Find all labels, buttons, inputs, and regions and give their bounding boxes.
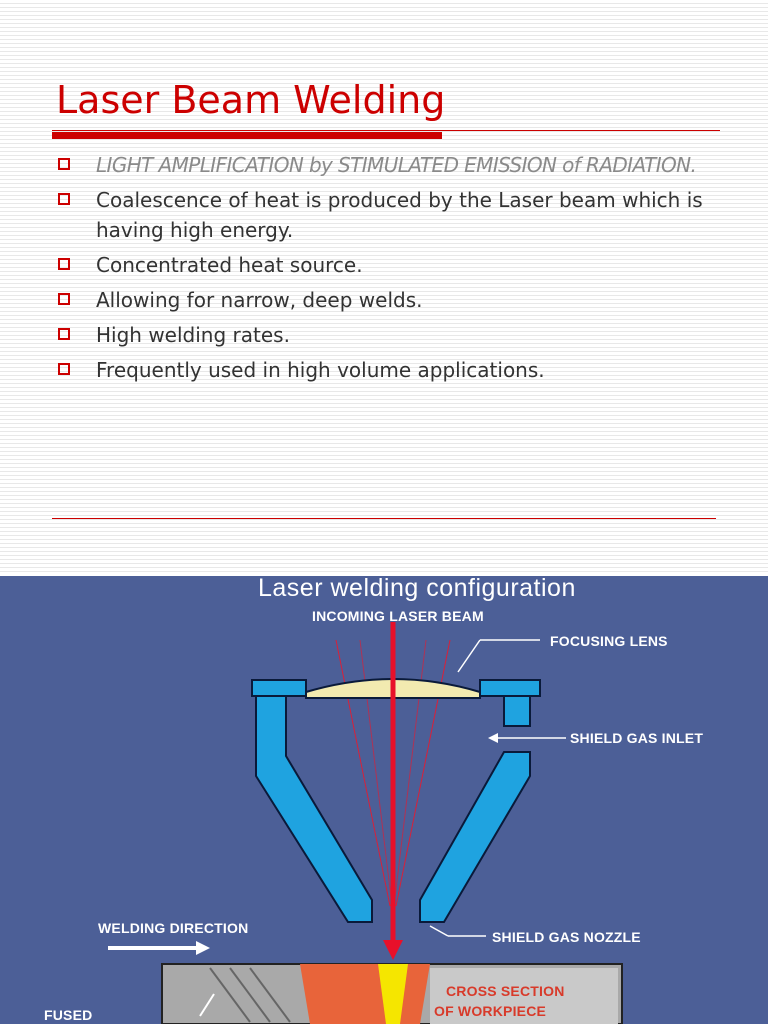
arrow-right-icon (196, 941, 210, 955)
shield-gas-nozzle-label: SHIELD GAS NOZZLE (492, 929, 641, 945)
bullet-item (56, 250, 716, 280)
bullet-text: Allowing for narrow, deep welds. (96, 288, 423, 312)
welding-direction-label: WELDING DIRECTION (98, 920, 249, 936)
bullet-list (56, 150, 716, 390)
bullet-item (56, 320, 716, 350)
title-underline-thin (52, 130, 720, 131)
bullet-text: Coalescence of heat is produced by the Laser beam which is having high energy. (96, 188, 703, 242)
arrow-left-icon (488, 733, 498, 743)
square-bullet-icon (58, 328, 70, 340)
square-bullet-icon (58, 363, 70, 375)
title-underline-thick (52, 132, 442, 139)
diagram-title: Laser welding configuration (258, 576, 576, 602)
bullet-item (56, 285, 716, 315)
shield-gas-inlet-label: SHIELD GAS INLET (570, 730, 704, 746)
cross-section-label-1: CROSS SECTION (446, 983, 565, 999)
square-bullet-icon (58, 193, 70, 205)
bullet-text: LIGHT AMPLIFICATION by STIMULATED EMISSION of RADIATION. (96, 153, 697, 177)
focusing-lens-label: FOCUSING LENS (550, 633, 668, 649)
slide-title: Laser Beam Welding (56, 78, 446, 122)
bullet-item (56, 185, 716, 245)
laser-welding-diagram (0, 576, 768, 1024)
nozzle-wall-right-lower (420, 752, 530, 922)
square-bullet-icon (58, 158, 70, 170)
leader-arrow-icon (430, 926, 448, 936)
square-bullet-icon (58, 258, 70, 270)
bullet-item (56, 150, 716, 180)
fused-label: FUSED (44, 1007, 93, 1023)
beam-arrowhead (383, 940, 403, 960)
leader-arrow-icon (458, 640, 480, 672)
heat-affected-zone (300, 964, 430, 1024)
bullet-text: Frequently used in high volume applications. (96, 358, 545, 382)
nozzle-cap-right (480, 680, 540, 696)
square-bullet-icon (58, 293, 70, 305)
incoming-beam-label: INCOMING LASER BEAM (312, 608, 484, 624)
nozzle-cap-left (252, 680, 306, 696)
bullet-text: High welding rates. (96, 323, 290, 347)
bullet-text: Concentrated heat source. (96, 253, 363, 277)
cross-section-label-2: OF WORKPIECE (434, 1003, 547, 1019)
bullet-item (56, 355, 716, 385)
diagram-canvas (0, 576, 768, 1024)
nozzle-wall-right-upper (504, 696, 530, 726)
footer-rule (52, 518, 716, 519)
